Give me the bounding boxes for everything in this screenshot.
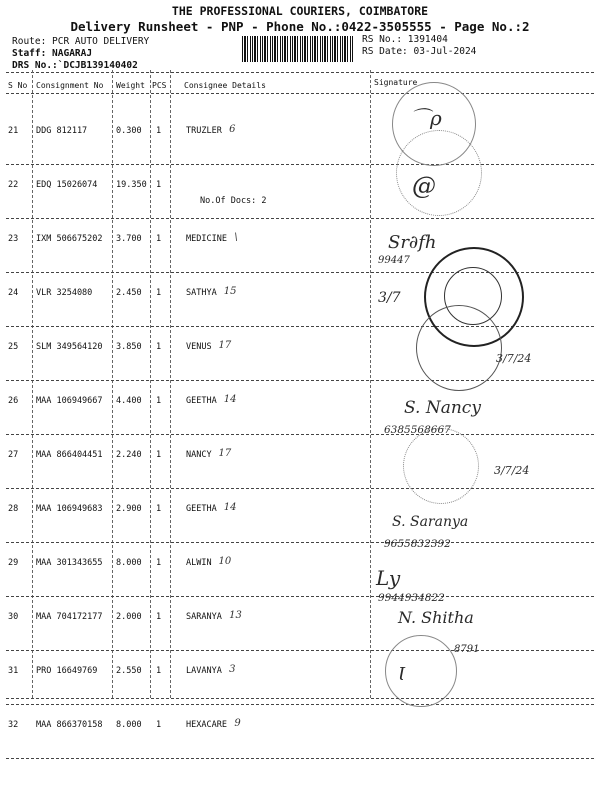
row-pcs: 1 [156,396,162,406]
rs-number: RS No.: 1391404 [362,34,448,45]
row-weight: 2.900 [116,504,142,514]
row-consignment-no: MAA 866370158 [36,720,103,730]
row-handwritten-mark: \ [234,232,238,243]
row-sno: 31 [8,666,19,676]
row-consignment-no: PRO 16649769 [36,666,98,676]
row-sno: 27 [8,450,19,460]
saranya-phone: 9944934822 [378,592,445,604]
col-header-weight: Weight [116,81,145,90]
row-handwritten-mark: 14 [223,502,237,513]
row-consignment-no: EDQ 15026074 [36,180,98,190]
row-pcs: 1 [156,720,162,730]
row-weight: 2.240 [116,450,142,460]
row-separator [6,650,594,651]
row-consignment-no: VLR 3254080 [36,288,93,298]
row-weight: 8.000 [116,720,142,730]
row-weight: 2.550 [116,666,142,676]
row-sno: 24 [8,288,19,298]
row-sno: 32 [8,720,19,730]
row-sno: 28 [8,504,19,514]
row-weight: 2.000 [116,612,142,622]
row-sno: 30 [8,612,19,622]
row-consignee: GEETHA [186,396,217,406]
row-pcs: 1 [156,126,162,136]
row-handwritten-mark: 9 [234,718,241,729]
row-separator [6,596,594,597]
row-pcs: 1 [156,504,162,514]
row-weight: 3.700 [116,234,142,244]
drs-number: DRS No.:`DCJB139140402 [12,60,138,71]
row-consignee: VENUS [186,342,212,352]
stamp-hexacare [385,635,457,707]
col-header-sno: S No [8,81,28,90]
row-pcs: 1 [156,234,162,244]
stamp-pharmacy [416,305,502,391]
nancy-phone: 6385568667 [384,424,451,436]
col-header-signature: Signature [374,78,418,87]
row-pcs: 1 [156,288,162,298]
row-consignment-no: IXM 506675202 [36,234,103,244]
row-separator [6,758,594,759]
row-consignee: NANCY [186,450,212,460]
row-consignment-no: MAA 106949667 [36,396,103,406]
barcode-image [242,36,354,62]
signature-saranya: Ly [376,566,401,590]
row-pcs: 1 [156,558,162,568]
sathya-phone: 99447 [378,255,410,266]
bottom-rule [6,698,594,699]
signature-nancy: S. Nancy [404,398,481,418]
row-separator [6,434,594,435]
row-consignee: SARANYA [186,612,222,622]
row-weight: 3.850 [116,342,142,352]
row-weight: 0.300 [116,126,142,136]
row-consignee: SATHYA [186,288,217,298]
signature-hexacare: Ɩ [398,664,406,685]
row-weight: 2.450 [116,288,142,298]
header-top-rule [6,72,594,73]
row-pcs: 1 [156,180,162,190]
signature-alwin: S. Saranya [392,514,469,530]
row-docs-note: No.Of Docs: 2 [200,196,267,206]
rs-date: RS Date: 03-Jul-2024 [362,46,477,57]
row-weight: 19.350 [116,180,147,190]
row-consignee: HEXACARE [186,720,227,730]
row-consignee: TRUZLER [186,126,222,136]
row-consignee: LAVANYA [186,666,222,676]
stamp-geetha [403,428,479,504]
row-sno: 29 [8,558,19,568]
row-consignment-no: MAA 106949683 [36,504,103,514]
runsheet-subtitle: Delivery Runsheet - PNP - Phone No.:0422-3505555 - Page No.:2 [70,19,530,34]
row-sno: 22 [8,180,19,190]
row-consignment-no: MAA 866404451 [36,450,103,460]
row-consignee: ALWIN [186,558,212,568]
row-consignment-no: SLM 349564120 [36,342,103,352]
stamp-medicine [396,130,482,216]
row-separator [6,164,594,165]
row-consignment-no: MAA 301343655 [36,558,103,568]
col-header-consignee: Consignee Details [184,81,266,90]
signature-lavanya: N. Shitha [398,608,474,627]
venus-date: 3/7 [378,290,401,306]
staff-label: Staff: NAGARAJ [12,48,93,59]
row-weight: 4.400 [116,396,142,406]
row-handwritten-mark: 10 [218,556,232,567]
row-consignee: MEDICINE [186,234,227,244]
row-handwritten-mark: 14 [223,394,237,405]
geetha2-date: 3/7/24 [494,464,530,477]
row-sno: 25 [8,342,19,352]
row-handwritten-mark: 6 [229,124,236,135]
row-pcs: 1 [156,612,162,622]
company-title: THE PROFESSIONAL COURIERS, COIMBATORE [171,4,429,18]
header-bottom-rule [6,93,594,94]
row-separator [6,704,594,705]
lavanya-phone: 8791 [454,644,480,655]
row-separator [6,380,594,381]
row-separator [6,488,594,489]
row-sno: 21 [8,126,19,136]
row-sno: 26 [8,396,19,406]
alwin-phone: 9655832392 [384,538,451,550]
row-pcs: 1 [156,342,162,352]
row-handwritten-mark: 17 [218,448,232,459]
row-pcs: 1 [156,666,162,676]
signature-medicine: @ [412,172,436,200]
row-handwritten-mark: 17 [218,340,232,351]
signature-sathya: Sr∂fh [388,232,437,253]
geetha-date: 3/7/24 [496,352,532,365]
row-weight: 8.000 [116,558,142,568]
row-handwritten-mark: 13 [229,610,242,621]
row-consignment-no: MAA 704172177 [36,612,103,622]
route-label: Route: PCR AUTO DELIVERY [12,36,150,47]
signature-truzler: ⌒ρ [410,106,442,130]
row-handwritten-mark: 15 [223,286,237,297]
row-separator [6,542,594,543]
col-header-pcs: PCS [152,81,167,90]
row-consignee: GEETHA [186,504,217,514]
row-separator [6,218,594,219]
row-sno: 23 [8,234,19,244]
row-pcs: 1 [156,450,162,460]
col-header-consignment: Consignment No [36,81,104,90]
row-consignment-no: DDG 812117 [36,126,88,136]
row-handwritten-mark: 3 [229,664,236,675]
